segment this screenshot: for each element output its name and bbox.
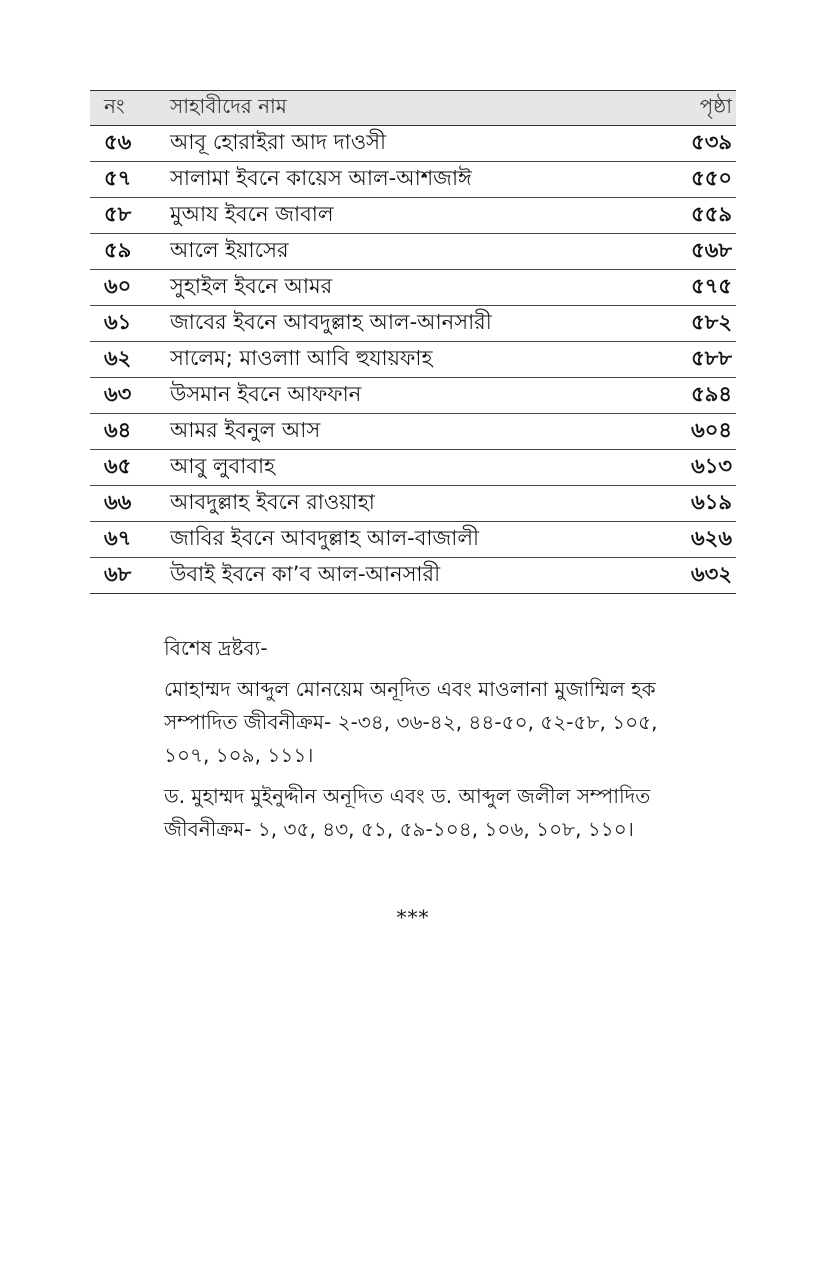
row-number: ৬৬: [90, 486, 170, 522]
row-number: ৫৬: [90, 126, 170, 162]
header-name: সাহাবীদের নাম: [170, 91, 622, 126]
row-page: ৫৭৫: [622, 270, 736, 306]
table-row: [90, 306, 736, 342]
row-number: ৬৪: [90, 414, 170, 450]
table-header-row: [90, 91, 736, 126]
row-page: ৫৫৯: [622, 198, 736, 234]
row-name: আমর ইবনুল আস: [170, 414, 622, 450]
table-row: [90, 234, 736, 270]
row-number: ৬৮: [90, 558, 170, 594]
table-row: [90, 522, 736, 558]
table-body: [90, 126, 736, 594]
header-page: পৃষ্ঠা: [622, 91, 736, 126]
table-row: [90, 558, 736, 594]
row-page: ৫৯৪: [622, 378, 736, 414]
row-number: ৬২: [90, 342, 170, 378]
row-page: ৫৮৮: [622, 342, 736, 378]
header-number: নং: [90, 91, 170, 126]
table-row: [90, 378, 736, 414]
notes-paragraph-2: ড. মুহাম্মদ মুইনুদ্দীন অনূদিত এবং ড. আব্দুল জলীল সম্পাদিত জীবনীক্রম- ১, ৩৫, ৪৩, ৫১, ৫৯-১০৪, ১০৬, ১০৮, ১১০।: [164, 784, 651, 841]
table-row: [90, 162, 736, 198]
row-name: উবাই ইবনে কা’ব আল-আনসারী: [170, 558, 622, 594]
notes-heading: বিশেষ দ্রষ্টব্য-: [164, 636, 268, 660]
table-row: [90, 486, 736, 522]
special-notes: [164, 632, 674, 854]
row-name: আবূ হোরাইরা আদ দাওসী: [170, 126, 622, 162]
table-row: [90, 126, 736, 162]
row-name: সালামা ইবনে কায়েস আল-আশজাঈ: [170, 162, 622, 198]
notes-paragraph-1: মোহাম্মদ আব্দুল মোনয়েম অনূদিত এবং মাওলানা মুজাম্মিল হক সম্পাদিত জীবনীক্রম- ২-৩৪, ৩৬-৪২, ৪৪-৫০, ৫২-৫৮, ১০৫, ১০৭, ১০৯, ১১১।: [164, 677, 658, 767]
row-page: ৫৮২: [622, 306, 736, 342]
row-name: জাবের ইবনে আবদুল্লাহ আল-আনসারী: [170, 306, 622, 342]
row-number: ৫৮: [90, 198, 170, 234]
row-number: ৬০: [90, 270, 170, 306]
table-row: [90, 270, 736, 306]
row-name: জাবির ইবনে আবদুল্লাহ আল-বাজালী: [170, 522, 622, 558]
row-number: ৬১: [90, 306, 170, 342]
row-number: ৬৭: [90, 522, 170, 558]
row-number: ৫৭: [90, 162, 170, 198]
row-page: ৬৩২: [622, 558, 736, 594]
row-name: আবু লুবাবাহ: [170, 450, 622, 486]
row-name: আবদুল্লাহ ইবনে রাওয়াহা: [170, 486, 622, 522]
table-row: [90, 198, 736, 234]
row-number: ৫৯: [90, 234, 170, 270]
row-name: সুহাইল ইবনে আমর: [170, 270, 622, 306]
end-mark: ***: [396, 905, 430, 929]
row-page: ৬১৯: [622, 486, 736, 522]
row-number: ৬৫: [90, 450, 170, 486]
row-page: ৬২৬: [622, 522, 736, 558]
row-name: উসমান ইবনে আফফান: [170, 378, 622, 414]
table-row: [90, 342, 736, 378]
table-row: [90, 414, 736, 450]
row-page: ৬১৩: [622, 450, 736, 486]
row-page: ৫৬৮: [622, 234, 736, 270]
row-name: মুআয ইবনে জাবাল: [170, 198, 622, 234]
row-name: সালেম; মাওলাা আবি হুযায়ফাহ: [170, 342, 622, 378]
row-page: ৫৩৯: [622, 126, 736, 162]
contents-table: [90, 90, 736, 594]
row-page: ৬০৪: [622, 414, 736, 450]
row-number: ৬৩: [90, 378, 170, 414]
row-page: ৫৫০: [622, 162, 736, 198]
row-name: আলে ইয়াসের: [170, 234, 622, 270]
table-row: [90, 450, 736, 486]
